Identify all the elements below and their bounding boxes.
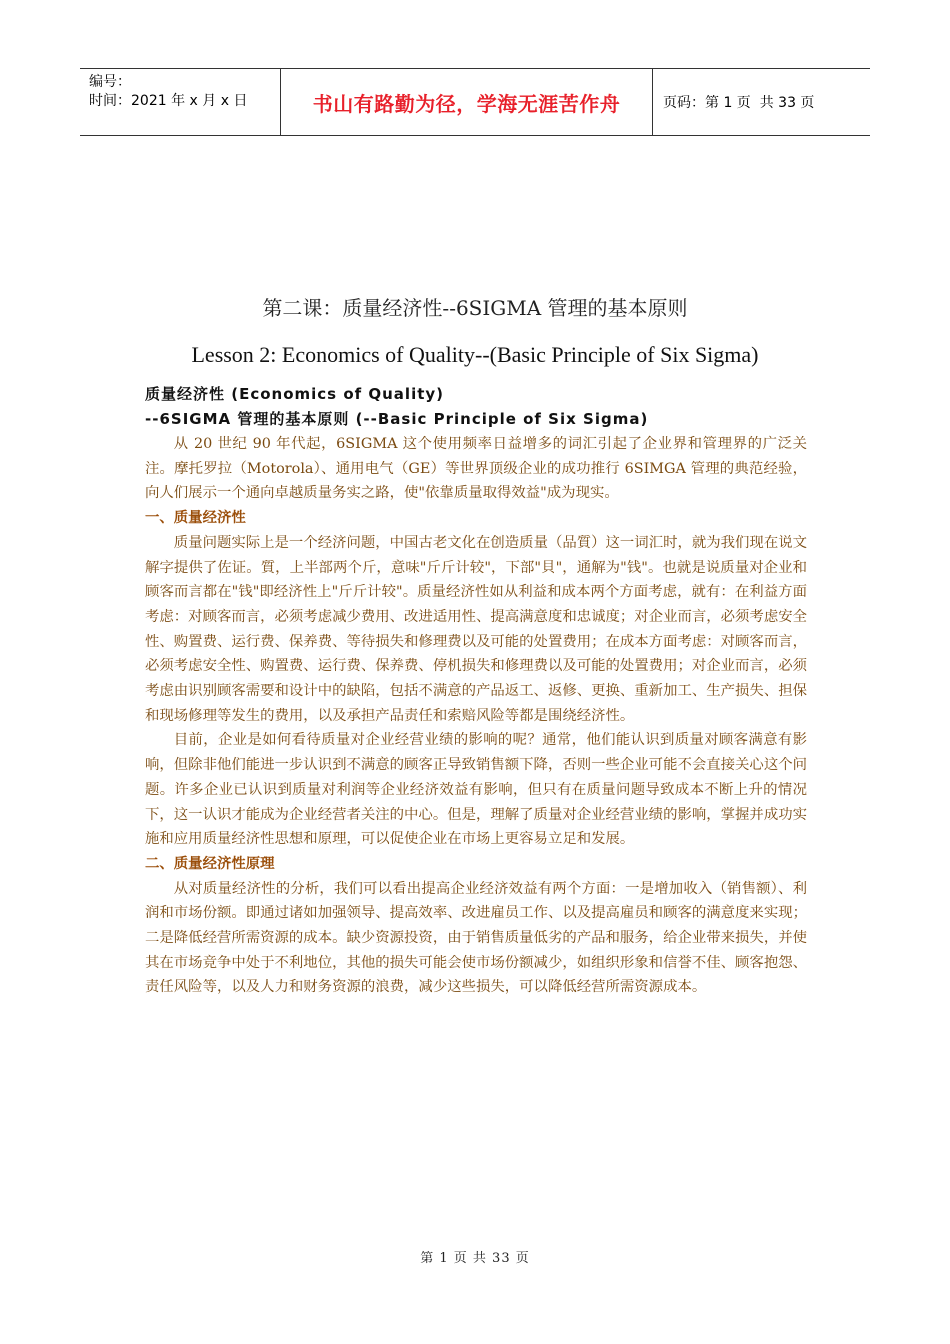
section-heading-quality-economics-principle: 二、质量经济性原理 [145,855,275,872]
page-footer: 第 1 页 共 33 页 [420,1251,530,1266]
header-motto-cell [281,69,653,135]
lesson-title-chinese: 第二课：质量经济性--6SIGMA 管理的基本原则 [262,296,688,320]
document-number-label: 编号： [89,74,131,90]
document-body [145,382,807,1000]
document-header [80,68,870,136]
section2-paragraph: 从对质量经济性的分析，我们可以看出提高企业经济效益有两个方面：一是增加收入（销售额）、利润和市场份额。即通过诸如加强领导、提高效率、改进雇员工作、以及提高雇员和顾客的满意度来实现；二是降低经营所需资源的成本。缺少资源投资，由于销售质量低劣的产品和服务，给企业带来损失，并使其在市场竞争中处于不利地位，其他的损失可能会使市场份额减少，如组织形象和信誉不佳、顾客抱怨、责任风险等，以及人力和财务资源的浪费，减少这些损失，可以降低经营所需资源成本。 [145,880,807,996]
lesson-title-english: Lesson 2: Economics of Quality--(Basic Principle of Six Sigma) [191,342,759,367]
header-motto: 书山有路勤为径，学海无涯苦作舟 [312,91,621,116]
section1-paragraph: 质量问题实际上是一个经济问题，中国古老文化在创造质量（品質）这一词汇时，就为我们现在说文解字提供了佐证。質，上半部两个斤，意味"斤斤计较"，下部"貝"，通解为"钱"。也就是说质量对企业和顾客而言都在"钱"即经济性上"斤斤计较"。质量经济性如从利益和成本两个方面考虑，就有：在利益方面考虑：对顾客而言，必须考虑减少费用、改进适用性、提高满意度和忠诚度；对企业而言，必须考虑安全性、购置费、运行费、保养费、等待损失和修理费以及可能的处置费用；在成本方面考虑：对顾客而言，必须考虑安全性、购置费、运行费、保养费、停机损失和修理费以及可能的处置费用；对企业而言，必须考虑由识别顾客需要和设计中的缺陷，包括不满意的产品返工、返修、更换、重新加工、生产损失、担保和现场修理等发生的费用，以及承担产品责任和索赔风险等都是围绕经济性。 [145,534,807,724]
header-page-cell [653,69,870,135]
subheading-six-sigma-principle: --6SIGMA 管理的基本原则 (--Basic Principle of Six Sigma) [145,410,649,428]
document-date: 时间：2021 年 x 月 x 日 [89,93,248,109]
intro-paragraph: 从 20 世纪 90 年代起，6SIGMA 这个使用频率日益增多的词汇引起了企业界和管理界的广泛关注。摩托罗拉（Motorola）、通用电气（GE）等世界顶级企业的成功推行 6SIMGA 管理的典范经验，向人们展示一个通向卓越质量务实之路，使"依靠质量取得效益"成为现实。 [145,436,807,502]
section-heading-quality-economics: 一、质量经济性 [145,510,246,527]
header-meta-cell [80,69,281,135]
header-page-info: 页码：第 1 页 共 33 页 [663,95,815,111]
subheading-economics-of-quality: 质量经济性 (Economics of Quality) [145,385,445,403]
section1-paragraph: 目前，企业是如何看待质量对企业经营业绩的影响的呢？通常，他们能认识到质量对顾客满意有影响，但除非他们能进一步认识到不满意的顾客正导致销售额下降，否则一些企业可能不会直接关心这个问题。许多企业已认识到质量对利润等企业经济效益有影响，但只有在质量问题导致成本不断上升的情况下，这一认识才能成为企业经营者关注的中心。但是，理解了质量对企业经营业绩的影响，掌握并成功实施和应用质量经济性思想和原理，可以促使企业在市场上更容易立足和发展。 [145,732,807,848]
